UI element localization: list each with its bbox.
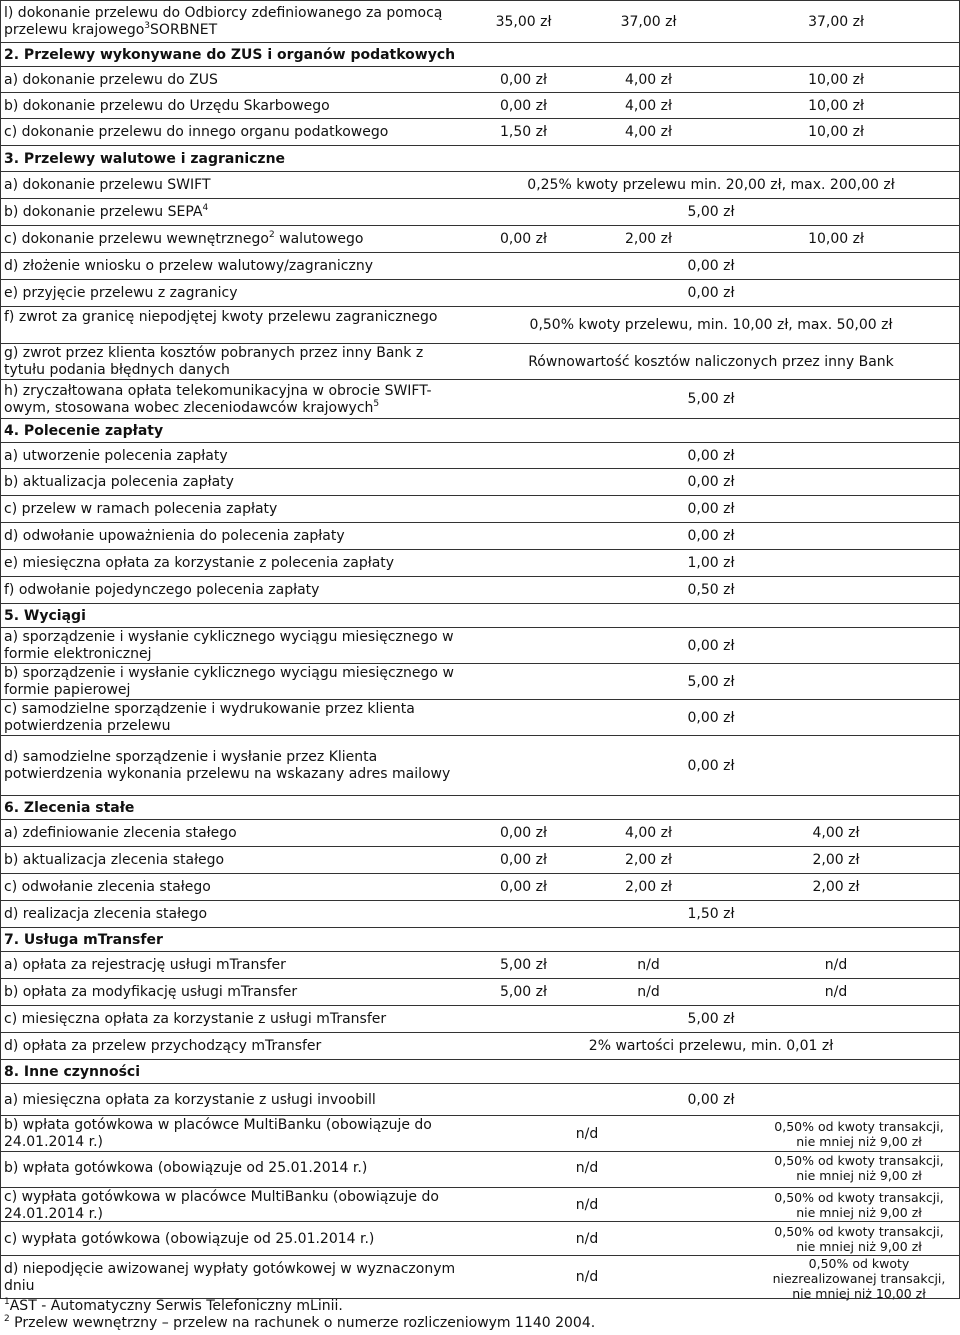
label-text: d) odwołanie upoważnienia do polecenia zapłaty bbox=[4, 528, 345, 544]
label-text: 5. Wyciągi bbox=[4, 607, 86, 624]
fee-value: 5,00 zł bbox=[500, 957, 547, 973]
row-label bbox=[4, 825, 460, 842]
fee-value: 10,00 zł bbox=[808, 71, 864, 88]
fee-value: 37,00 zł bbox=[808, 13, 864, 30]
label-text: l) dokonanie przelewu do Odbiorcy zdefiniowanego za pomocą przelewu krajowego bbox=[4, 5, 443, 38]
label-text: b) opłata za modyfikację usługi mTransfer bbox=[4, 984, 298, 1000]
label-text: c) wypłata gotówkowa (obowiązuje od 25.01.2014 r.) bbox=[4, 1230, 375, 1247]
table-row bbox=[0, 1187, 960, 1221]
label-text: b) wpłata gotówkowa (obowiązuje od 25.01.2014 r.) bbox=[4, 1159, 368, 1176]
table-row bbox=[0, 118, 960, 145]
label-text: a) miesięczna opłata za korzystanie z usługi invoobill bbox=[4, 1091, 376, 1108]
row-label bbox=[4, 5, 460, 39]
fee-value-merged: 0,00 zł bbox=[687, 709, 735, 726]
fee-value-merged: 0,00 zł bbox=[687, 528, 735, 544]
row-label bbox=[4, 665, 460, 699]
fee-value: 0,50% od kwoty niezrealizowanej transakcji, nie mniej niż 10,00 zł bbox=[772, 1256, 946, 1301]
table-row bbox=[0, 1151, 960, 1183]
fee-value: 2,00 zł bbox=[625, 852, 672, 868]
table-row bbox=[0, 171, 960, 198]
fee-value: n/d bbox=[575, 1159, 599, 1176]
table-row bbox=[0, 873, 960, 900]
fee-value-merged: 1,00 zł bbox=[687, 555, 735, 571]
table-row bbox=[0, 846, 960, 873]
label-text: 3. Przelewy walutowe i zagraniczne bbox=[4, 150, 286, 167]
row-label bbox=[4, 98, 460, 115]
label-text: e) przyjęcie przelewu z zagranicy bbox=[4, 285, 238, 301]
row-label bbox=[4, 72, 460, 89]
table-row bbox=[0, 343, 960, 379]
table-row bbox=[0, 1115, 960, 1151]
fee-value-merged: 0,00 zł bbox=[687, 447, 735, 464]
section-header-row bbox=[0, 42, 960, 66]
section-header-row bbox=[0, 418, 960, 442]
label-text: f) zwrot za granicę niepodjętej kwoty przelewu zagranicznego bbox=[4, 308, 438, 325]
table-row bbox=[0, 978, 960, 1005]
section-header-row bbox=[0, 795, 960, 819]
fee-value-merged: Równowartość kosztów naliczonych przez inny Bank bbox=[528, 353, 894, 370]
label-text: 4. Polecenie zapłaty bbox=[4, 422, 164, 439]
table-left-border bbox=[0, 0, 1, 1298]
table-row bbox=[0, 0, 960, 42]
label-text: a) sporządzenie i wysłanie cyklicznego wyciągu miesięcznego w formie elektronicznej bbox=[4, 629, 454, 662]
fee-value-merged: 5,00 zł bbox=[687, 204, 735, 220]
fee-value: n/d bbox=[637, 984, 660, 1000]
row-label bbox=[4, 448, 460, 465]
fee-value: 0,00 zł bbox=[500, 231, 547, 247]
fee-value-merged: 0,00 zł bbox=[687, 501, 735, 517]
row-label bbox=[4, 852, 460, 869]
fee-value: 4,00 zł bbox=[625, 825, 672, 841]
table-row bbox=[0, 252, 960, 279]
fee-value: n/d bbox=[824, 957, 848, 973]
fee-value: 4,00 zł bbox=[812, 825, 860, 841]
table-row bbox=[0, 495, 960, 522]
section-title bbox=[4, 932, 460, 949]
section-title bbox=[4, 151, 460, 168]
fee-value-merged: 0,00 zł bbox=[687, 757, 735, 774]
section-title bbox=[4, 423, 460, 440]
row-label bbox=[4, 309, 460, 326]
fee-value-merged: 5,00 zł bbox=[687, 673, 735, 690]
row-label bbox=[4, 204, 460, 221]
fee-value-merged: 5,00 zł bbox=[687, 1011, 735, 1027]
label-text: c) miesięczna opłata za korzystanie z usługi mTransfer bbox=[4, 1011, 387, 1027]
fee-value: 1,50 zł bbox=[500, 124, 547, 140]
section-title bbox=[4, 1064, 460, 1081]
table-row bbox=[0, 279, 960, 306]
label-text: h) zryczałtowana opłata telekomunikacyjna w obrocie SWIFT-owym, stosowana wobec zleceniodawców krajowych bbox=[4, 382, 432, 416]
fee-value: n/d bbox=[575, 1230, 599, 1247]
table-row bbox=[0, 1221, 960, 1255]
table-row bbox=[0, 468, 960, 495]
label-text: d) złożenie wniosku o przelew walutowy/zagraniczny bbox=[4, 258, 373, 274]
row-label bbox=[4, 474, 460, 491]
table-row bbox=[0, 663, 960, 699]
fee-value-merged: 0,25% kwoty przelewu min. 20,00 zł, max. 200,00 zł bbox=[527, 177, 895, 193]
row-label bbox=[4, 555, 460, 572]
footnotes bbox=[4, 1298, 944, 1332]
table-row bbox=[0, 1005, 960, 1032]
fee-value: 4,00 zł bbox=[625, 71, 672, 88]
table-row bbox=[0, 379, 960, 418]
fee-value: 2,00 zł bbox=[812, 852, 860, 868]
fee-value: 10,00 zł bbox=[808, 231, 864, 247]
section-title bbox=[4, 608, 460, 625]
label-text: d) niepodjęcie awizowanej wypłaty gotówkowej w wyznaczonym dniu bbox=[4, 1260, 456, 1294]
fee-value: 2,00 zł bbox=[812, 879, 860, 895]
table-row bbox=[0, 522, 960, 549]
fee-value: n/d bbox=[824, 984, 848, 1000]
fee-value: 0,50% od kwoty transakcji, nie mniej niż 9,00 zł bbox=[774, 1153, 944, 1183]
row-label bbox=[4, 957, 460, 974]
table-row bbox=[0, 951, 960, 978]
row-label bbox=[4, 1011, 460, 1028]
fee-value-merged: 5,00 zł bbox=[687, 391, 735, 407]
label-text: b) aktualizacja polecenia zapłaty bbox=[4, 474, 234, 490]
fee-value: 0,00 zł bbox=[500, 71, 547, 88]
section-header-row bbox=[0, 145, 960, 171]
fee-value: 10,00 zł bbox=[808, 97, 864, 114]
row-label bbox=[4, 1231, 460, 1248]
table-row bbox=[0, 1255, 960, 1301]
table-row bbox=[0, 627, 960, 663]
label-text-suffix: SORBNET bbox=[150, 22, 218, 38]
section-header-row bbox=[0, 927, 960, 951]
row-label bbox=[4, 906, 460, 923]
table-row bbox=[0, 735, 960, 795]
row-label bbox=[4, 231, 460, 248]
label-text: a) opłata za rejestrację usługi mTransfer bbox=[4, 957, 286, 973]
label-text: c) przelew w ramach polecenia zapłaty bbox=[4, 501, 278, 517]
fee-value: 0,00 zł bbox=[500, 879, 547, 895]
fee-value: 0,00 zł bbox=[500, 825, 547, 841]
footnote-1: $^1$AST - Automatyczny Serwis Telefoniczny mLinii. bbox=[4, 1297, 343, 1314]
label-text: a) dokonanie przelewu do ZUS bbox=[4, 71, 218, 88]
fee-value: 10,00 zł bbox=[808, 124, 864, 140]
fee-value-merged: 0,00 zł bbox=[687, 258, 735, 274]
label-text: 8. Inne czynności bbox=[4, 1063, 141, 1080]
row-label bbox=[4, 124, 460, 141]
label-text: b) dokonanie przelewu SEPA bbox=[4, 204, 203, 220]
label-text: d) opłata za przelew przychodzący mTransfer bbox=[4, 1038, 322, 1054]
fee-value: 5,00 zł bbox=[500, 984, 547, 1000]
row-label bbox=[4, 1117, 460, 1151]
label-text: c) wypłata gotówkowa w placówce MultiBanku (obowiązuje do 24.01.2014 r.) bbox=[4, 1189, 439, 1222]
fee-value-merged: 0,00 zł bbox=[687, 637, 735, 654]
footnote-ref: 4 bbox=[202, 203, 209, 213]
fee-value: 0,50% od kwoty transakcji, nie mniej niż 9,00 zł bbox=[774, 1190, 944, 1220]
footnote-2: $^2$ Przelew wewnętrzny – przelew na rachunek o numerze rozliczeniowym 1140 2004. bbox=[4, 1314, 596, 1331]
label-text: a) dokonanie przelewu SWIFT bbox=[4, 177, 211, 193]
row-label bbox=[4, 258, 460, 275]
footnote-ref: 2 bbox=[268, 230, 275, 240]
row-label bbox=[4, 1092, 460, 1109]
table-row bbox=[0, 819, 960, 846]
row-label bbox=[4, 879, 460, 896]
table-row bbox=[0, 442, 960, 468]
label-text: a) utworzenie polecenia zapłaty bbox=[4, 447, 228, 464]
fee-value: 35,00 zł bbox=[495, 13, 552, 30]
table-row bbox=[0, 576, 960, 603]
fee-value-merged: 0,50% kwoty przelewu, min. 10,00 zł, max. 50,00 zł bbox=[529, 317, 893, 333]
table-row bbox=[0, 225, 960, 252]
table-row bbox=[0, 92, 960, 118]
row-label bbox=[4, 701, 460, 735]
row-label bbox=[4, 1038, 460, 1055]
fee-value: n/d bbox=[575, 1269, 599, 1285]
fee-value: 0,00 zł bbox=[500, 97, 547, 114]
label-text: d) samodzielne sporządzenie i wysłanie przez Klienta potwierdzenia wykonania przelewu na wskazany adres mailowy bbox=[4, 749, 451, 782]
fee-value: 0,50% od kwoty transakcji, nie mniej niż 9,00 zł bbox=[774, 1224, 944, 1254]
table-row bbox=[0, 549, 960, 576]
label-text: b) sporządzenie i wysłanie cyklicznego wyciągu miesięcznego w formie papierowej bbox=[4, 665, 454, 698]
fee-value: 4,00 zł bbox=[625, 97, 672, 114]
section-header-row bbox=[0, 603, 960, 627]
fee-value: 4,00 zł bbox=[625, 124, 672, 140]
row-label bbox=[4, 345, 460, 379]
fee-value-merged: 2% wartości przelewu, min. 0,01 zł bbox=[588, 1038, 834, 1054]
label-text: 2. Przelewy wykonywane do ZUS i organów podatkowych bbox=[4, 46, 456, 63]
fee-value: 37,00 zł bbox=[620, 13, 677, 30]
label-text: c) dokonanie przelewu wewnętrznego bbox=[4, 231, 269, 247]
label-text-suffix: walutowego bbox=[274, 231, 364, 247]
label-text: 6. Zlecenia stałe bbox=[4, 799, 135, 816]
table-row bbox=[0, 1083, 960, 1115]
fee-value: n/d bbox=[637, 957, 660, 973]
row-label bbox=[4, 1261, 460, 1295]
table-row bbox=[0, 306, 960, 343]
table-row bbox=[0, 198, 960, 225]
label-text: c) samodzielne sporządzenie i wydrukowanie przez klienta potwierdzenia przelewu bbox=[4, 701, 415, 734]
fee-value-merged: 0,00 zł bbox=[687, 1091, 735, 1108]
row-label bbox=[4, 285, 460, 302]
fee-value: 0,50% od kwoty transakcji, nie mniej niż 9,00 zł bbox=[774, 1119, 944, 1149]
fee-value: 0,00 zł bbox=[500, 852, 547, 868]
section-title bbox=[4, 47, 460, 64]
table-row bbox=[0, 1032, 960, 1059]
fee-value-merged: 0,00 zł bbox=[687, 285, 735, 301]
label-text: 7. Usługa mTransfer bbox=[4, 931, 163, 948]
row-label bbox=[4, 629, 460, 663]
row-label bbox=[4, 528, 460, 545]
row-label bbox=[4, 749, 460, 783]
table-row bbox=[0, 900, 960, 927]
table-row bbox=[0, 699, 960, 735]
footnote-ref: 3 bbox=[144, 21, 151, 31]
label-text: b) wpłata gotówkowa w placówce MultiBanku (obowiązuje do 24.01.2014 r.) bbox=[4, 1117, 432, 1150]
fee-value: n/d bbox=[575, 1196, 599, 1213]
label-text: c) odwołanie zlecenia stałego bbox=[4, 879, 211, 895]
footnote-ref: 5 bbox=[373, 398, 380, 409]
row-label bbox=[4, 1189, 460, 1223]
fee-value-merged: 0,50 zł bbox=[687, 582, 735, 598]
fee-value: n/d bbox=[575, 1125, 599, 1142]
label-text: b) aktualizacja zlecenia stałego bbox=[4, 852, 225, 868]
fee-value-merged: 0,00 zł bbox=[687, 474, 735, 490]
row-label bbox=[4, 177, 460, 194]
section-header-row bbox=[0, 1059, 960, 1083]
label-text: e) miesięczna opłata za korzystanie z polecenia zapłaty bbox=[4, 555, 395, 571]
label-text: a) zdefiniowanie zlecenia stałego bbox=[4, 825, 237, 841]
row-label bbox=[4, 582, 460, 599]
fee-value: 2,00 zł bbox=[625, 879, 672, 895]
label-text: c) dokonanie przelewu do innego organu podatkowego bbox=[4, 124, 389, 140]
fee-value-merged: 1,50 zł bbox=[687, 906, 735, 922]
row-label bbox=[4, 383, 460, 417]
fee-value: 2,00 zł bbox=[625, 231, 672, 247]
row-label bbox=[4, 1160, 460, 1177]
label-text: f) odwołanie pojedynczego polecenia zapłaty bbox=[4, 582, 320, 598]
label-text: g) zwrot przez klienta kosztów pobranych przez inny Bank z tytułu podania błędnych danych bbox=[4, 345, 424, 378]
label-text: b) dokonanie przelewu do Urzędu Skarbowego bbox=[4, 97, 330, 114]
table-row bbox=[0, 66, 960, 92]
section-title bbox=[4, 800, 460, 817]
row-label bbox=[4, 984, 460, 1001]
row-label bbox=[4, 501, 460, 518]
label-text: d) realizacja zlecenia stałego bbox=[4, 906, 208, 922]
